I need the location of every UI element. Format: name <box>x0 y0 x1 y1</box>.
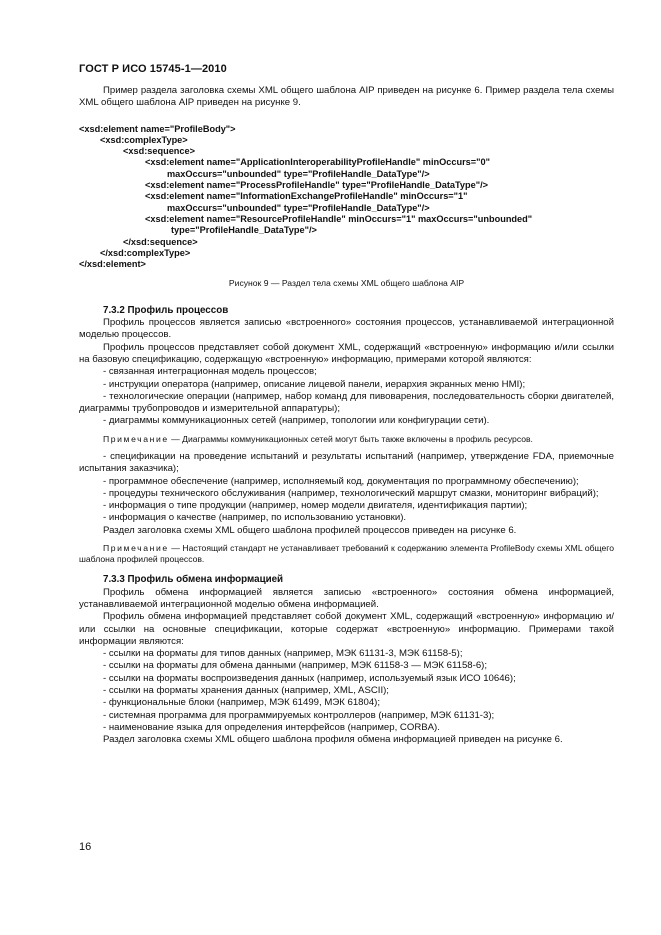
code-line: <xsd:element name="ResourceProfileHandle" minOccurs="1" maxOccurs="unbounded" <box>145 213 533 224</box>
note-label: Примечание <box>103 543 169 553</box>
list-item: - ссылки на форматы хранения данных (например, XML, ASCII); <box>103 685 389 697</box>
list-item: - диаграммы коммуникационных сетей (например, топологии или конфигурации сети). <box>103 415 490 427</box>
figure-caption: Рисунок 9 — Раздел тела схемы XML общего шаблона AIP <box>228 278 465 289</box>
note <box>79 543 614 565</box>
note-text: — Настоящий стандарт не устанавливает требований к содержанию элемента ProfileBody схемы XML общего шаблона профилей процессов. <box>79 543 614 565</box>
list-item: - процедуры технического обслуживания (например, технологический маршрут смазки, мониторинг вибраций); <box>103 487 599 499</box>
exchange-info-list <box>79 648 614 734</box>
list-item: - ссылки на форматы для обмена данными (например, МЭК 61158-3 — МЭК 61158-6); <box>103 660 488 672</box>
list-item: - наименование языка для определения интерфейсов (например, CORBA). <box>103 721 440 733</box>
paragraph: Раздел заголовка схемы XML общего шаблона профиля обмена информацией приведен на рисунке 6. <box>103 734 563 746</box>
list-item: - ссылки на форматы воспроизведения данных (например, используемый язык ИСО 10646); <box>103 672 516 684</box>
page-content <box>79 85 614 747</box>
code-line: </xsd:element> <box>79 259 146 270</box>
code-line: </xsd:complexType> <box>100 247 191 258</box>
section-heading-7-3-2: 7.3.2 Профиль процессов <box>103 304 229 316</box>
code-line: <xsd:element name="InformationExchangeProfileHandle" minOccurs="1" <box>145 191 468 202</box>
list-item: - технологические операции (например, набор команд для пивоварения, последовательность сборки двигателей, диаграммы трубопроводов и измерительной аппаратуры); <box>79 390 614 415</box>
list-item: - системная программа для программируемых контроллеров (например, МЭК 61131-3); <box>103 709 495 721</box>
note <box>79 434 614 445</box>
paragraph: Профиль обмена информацией представляет собой документ XML, содержащий «встроенную» информацию и/или ссылки на основные спецификации, которые содержат «встроенную» информацию. Примерами такой информации являются: <box>79 611 614 647</box>
list-item: - информация о типе продукции (например, номер модели двигателя, идентификация партии); <box>103 500 528 512</box>
code-line: type="ProfileHandle_DataType"/> <box>171 225 317 236</box>
paragraph: Профиль процессов является записью «встроенного» состояния процессов, устанавливаемой интеграционной моделью процессов. <box>79 317 614 341</box>
page-number: 16 <box>79 841 92 853</box>
code-line: <xsd:element name="ProcessProfileHandle" type="ProfileHandle_DataType"/> <box>145 180 489 191</box>
code-line: <xsd:sequence> <box>123 146 196 157</box>
list-item: - функциональные блоки (например, МЭК 61499, МЭК 61804); <box>103 697 381 709</box>
document-header: ГОСТ Р ИСО 15745-1—2010 <box>79 63 227 75</box>
list-item: - связанная интеграционная модель процессов; <box>103 366 317 378</box>
list-item: - инструкции оператора (например, описание лицевой панели, иерархия экранных меню HMI); <box>103 378 526 390</box>
list-item: - спецификации на проведение испытаний и результаты испытаний (например, утверждение FDA, приемочные испытания заказчика); <box>79 450 614 475</box>
code-line: <xsd:element name="ApplicationInteroperabilityProfileHandle" minOccurs="0" <box>145 157 490 168</box>
process-info-list <box>79 366 614 427</box>
process-info-list-continued <box>79 451 614 525</box>
section-heading-7-3-3: 7.3.3 Профиль обмена информацией <box>103 574 284 586</box>
code-line: <xsd:element name="ProfileBody"> <box>79 123 236 134</box>
code-line: </xsd:sequence> <box>123 236 198 247</box>
paragraph: Профиль обмена информацией является записью «встроенного» состояния обмена информацией, устанавливаемой интеграционной моделью обмена информацией. <box>79 586 614 610</box>
list-item: - информация о качестве (например, по использованию установки). <box>103 512 407 524</box>
code-line: <xsd:complexType> <box>100 134 188 145</box>
code-line: maxOccurs="unbounded" type="ProfileHandle_DataType"/> <box>167 168 430 179</box>
list-item: - программное обеспечение (например, исполняемый код, документация по программному обеспечению); <box>103 475 579 487</box>
paragraph: Раздел заголовка схемы XML общего шаблона профилей процессов приведен на рисунке 6. <box>103 524 517 536</box>
paragraph: Профиль процессов представляет собой документ XML, содержащий «встроенную» информацию и/или ссылки на базовую спецификацию, содержащую «встроенную» информацию, примерами которой являются: <box>79 341 614 365</box>
list-item: - ссылки на форматы для типов данных (например, МЭК 61131-3, МЭК 61158-5); <box>103 648 463 660</box>
intro-paragraph: Пример раздела заголовка схемы XML общего шаблона AIP приведен на рисунке 6. Пример раздела тела схемы XML общего шаблона AIP приведен на рисунке 9. <box>79 85 614 109</box>
note-text: — Диаграммы коммуникационных сетей могут быть также включены в профиль ресурсов. <box>168 433 533 444</box>
code-line: maxOccurs="unbounded" type="ProfileHandle_DataType"/> <box>167 202 430 213</box>
xml-code-block <box>79 124 614 271</box>
note-label: Примечание <box>103 433 169 444</box>
